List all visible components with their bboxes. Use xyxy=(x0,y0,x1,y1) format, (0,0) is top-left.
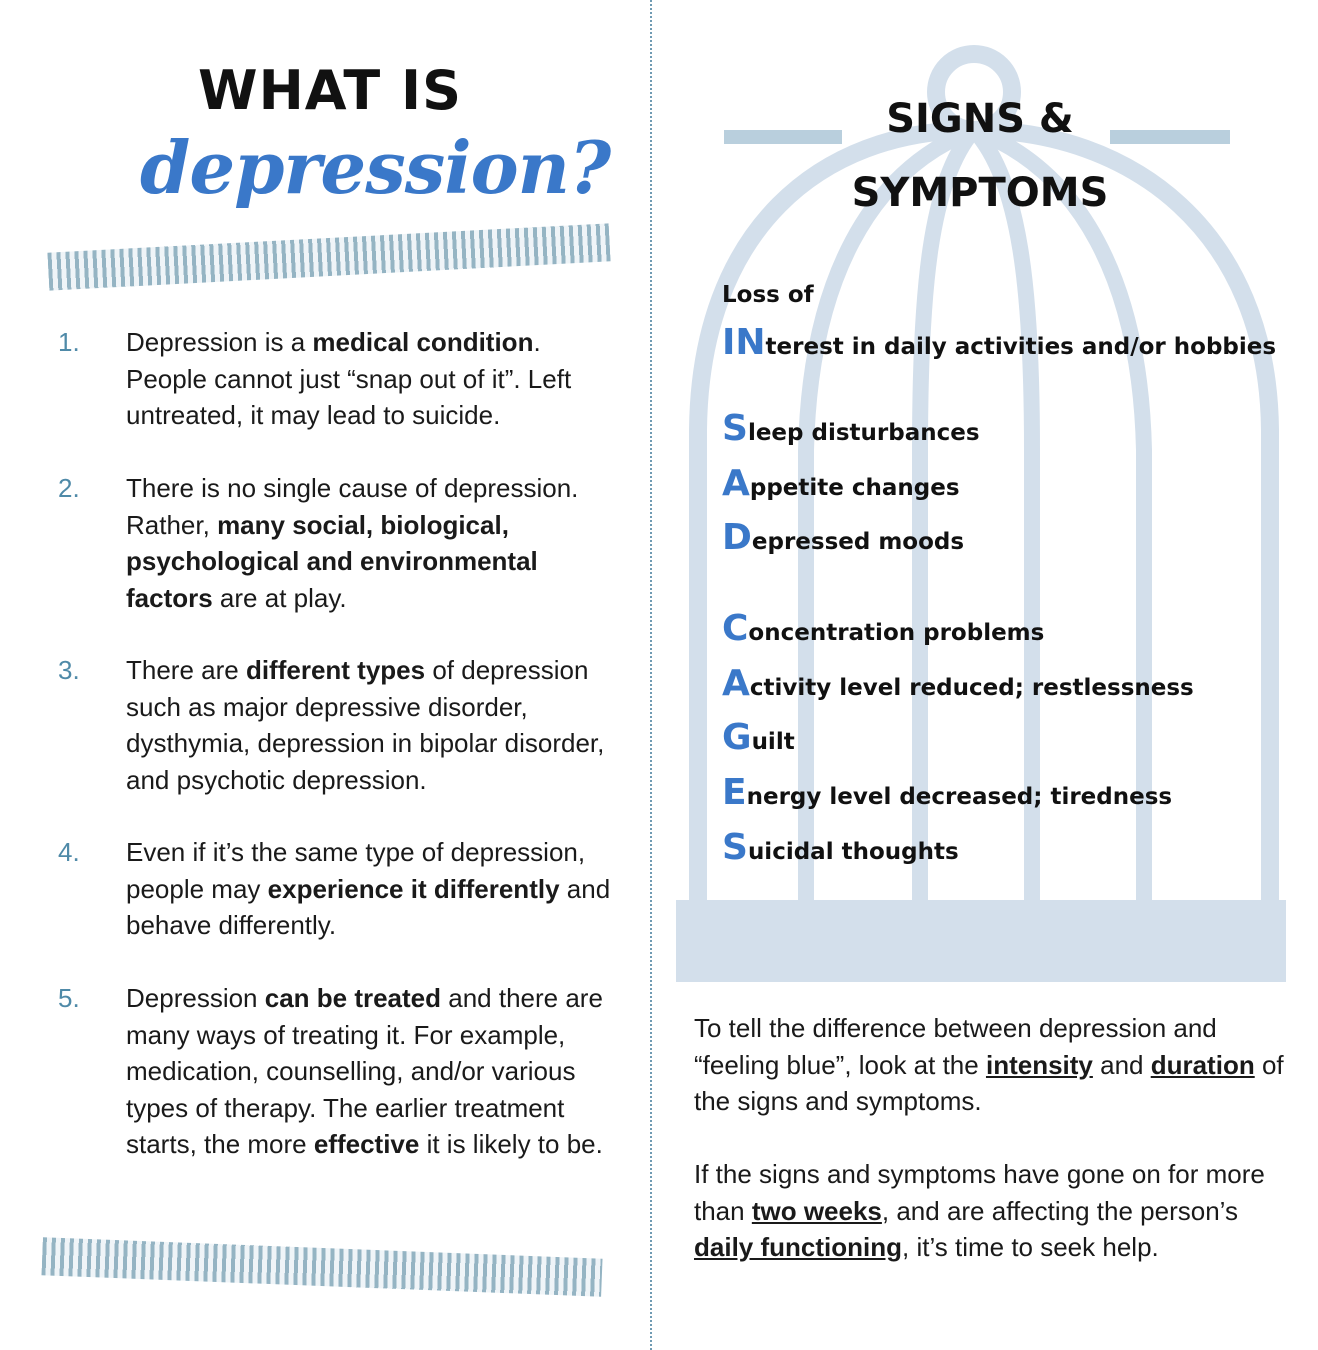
cage-base xyxy=(676,900,1286,982)
note-part: To tell the difference between depression and “feeling blue”, look at the xyxy=(694,1013,1217,1080)
fact-part-bold: medical condition xyxy=(312,327,534,357)
fact-number: 1. xyxy=(58,327,80,357)
fact-text xyxy=(126,834,626,944)
fact-part: . People cannot just “snap out of it”. Left untreated, it may lead to suicide. xyxy=(126,327,572,430)
acronym-letter: S xyxy=(722,408,748,449)
fact-text xyxy=(126,470,626,616)
fact-part-bold: many social, biological, psychological and environmental factors xyxy=(126,509,538,613)
fact-part: Even if it’s the same type of depression, people may xyxy=(126,837,586,904)
note-part-bold: duration xyxy=(1150,1049,1255,1080)
acronym-letter: E xyxy=(722,772,747,813)
signs-title-line2: SYMPTOMS xyxy=(851,170,1109,216)
note-part: and xyxy=(1092,1049,1151,1080)
note-part: , and are affecting the person’s xyxy=(881,1195,1238,1226)
washi-tape-bottom xyxy=(41,1237,602,1296)
fact-number: 2. xyxy=(58,473,80,503)
acronym-letter: A xyxy=(722,463,750,504)
symptom-text: ppetite changes xyxy=(749,475,960,501)
fact-text xyxy=(126,980,626,1163)
acronym-letter: D xyxy=(722,517,752,558)
symptom-text: uicidal thoughts xyxy=(747,839,959,865)
fact-item xyxy=(0,652,640,834)
fact-item xyxy=(0,324,640,470)
symptom-item xyxy=(722,517,964,558)
symptom-text: leep disturbances xyxy=(747,420,980,446)
note-part-bold: daily functioning xyxy=(694,1232,902,1262)
symptom-item xyxy=(722,408,980,449)
note-part: If the signs and symptoms have gone on for more than xyxy=(694,1159,1265,1226)
fact-part: Depression xyxy=(126,983,265,1013)
fact-part-bold: experience it differently xyxy=(267,873,560,904)
fact-part-bold: can be treated xyxy=(264,983,442,1013)
fact-part: it is likely to be. xyxy=(419,1129,603,1159)
signs-title-line1: SIGNS & xyxy=(886,96,1074,142)
fact-part: Depression is a xyxy=(126,327,313,357)
fact-part: of depression such as major depressive disorder, dysthymia, depression in bipolar disorder, and psychotic depression. xyxy=(126,655,605,795)
fact-item xyxy=(0,980,640,1163)
symptom-text: oncentration problems xyxy=(748,620,1045,646)
acronym-letter: IN xyxy=(722,322,766,363)
difference-note xyxy=(694,1010,1284,1120)
symptom-item xyxy=(722,463,960,504)
note-part: of the signs and symptoms. xyxy=(694,1049,1284,1116)
page-title: WHAT IS xyxy=(198,59,462,122)
fact-part: and there are many ways of treating it. For example, medication, counselling, and/or various types of therapy. The earlier treatment starts, the more xyxy=(126,983,603,1159)
fact-part: There are xyxy=(126,655,246,685)
symptom-item xyxy=(722,717,795,758)
acronym-letter: S xyxy=(722,827,748,868)
symptom-text: epressed moods xyxy=(751,529,965,555)
note-part-bold: two weeks xyxy=(751,1195,882,1226)
symptom-text: ctivity level reduced; restlessness xyxy=(749,675,1194,701)
symptom-text: uilt xyxy=(751,729,795,755)
symptom-text: terest in daily activities and/or hobbies xyxy=(765,334,1277,360)
note-part: , it’s time to seek help. xyxy=(902,1232,1159,1262)
column-divider xyxy=(650,0,652,1350)
washi-tape-top xyxy=(47,223,610,290)
fact-text xyxy=(126,652,626,798)
acronym-letter: C xyxy=(722,608,749,649)
fact-item xyxy=(0,470,640,652)
fact-part: and behave differently. xyxy=(126,873,611,940)
page-title-script: depression? xyxy=(140,125,611,210)
symptom-item xyxy=(722,608,1044,649)
fact-number: 4. xyxy=(58,837,80,867)
note-part-bold: intensity xyxy=(985,1049,1093,1080)
acronym-letter: G xyxy=(722,717,752,758)
symptom-item xyxy=(722,322,1276,363)
facts-list xyxy=(0,324,640,1163)
signs-title xyxy=(680,82,1280,230)
fact-text xyxy=(126,324,626,434)
fact-item xyxy=(0,834,640,980)
seek-help-note xyxy=(694,1156,1284,1266)
fact-number: 3. xyxy=(58,655,80,685)
symptom-item xyxy=(722,772,1172,813)
acronym-letter: A xyxy=(722,663,750,704)
loss-of-label: Loss of xyxy=(722,282,814,308)
fact-part-bold: effective xyxy=(313,1129,420,1159)
fact-part-bold: different types xyxy=(245,655,426,685)
fact-part: There is no single cause of depression. Rather, xyxy=(126,473,579,540)
fact-part: are at play. xyxy=(212,582,347,613)
symptom-item xyxy=(722,663,1194,704)
symptom-item xyxy=(722,827,959,868)
fact-number: 5. xyxy=(58,983,80,1013)
symptom-text: nergy level decreased; tiredness xyxy=(746,784,1173,810)
